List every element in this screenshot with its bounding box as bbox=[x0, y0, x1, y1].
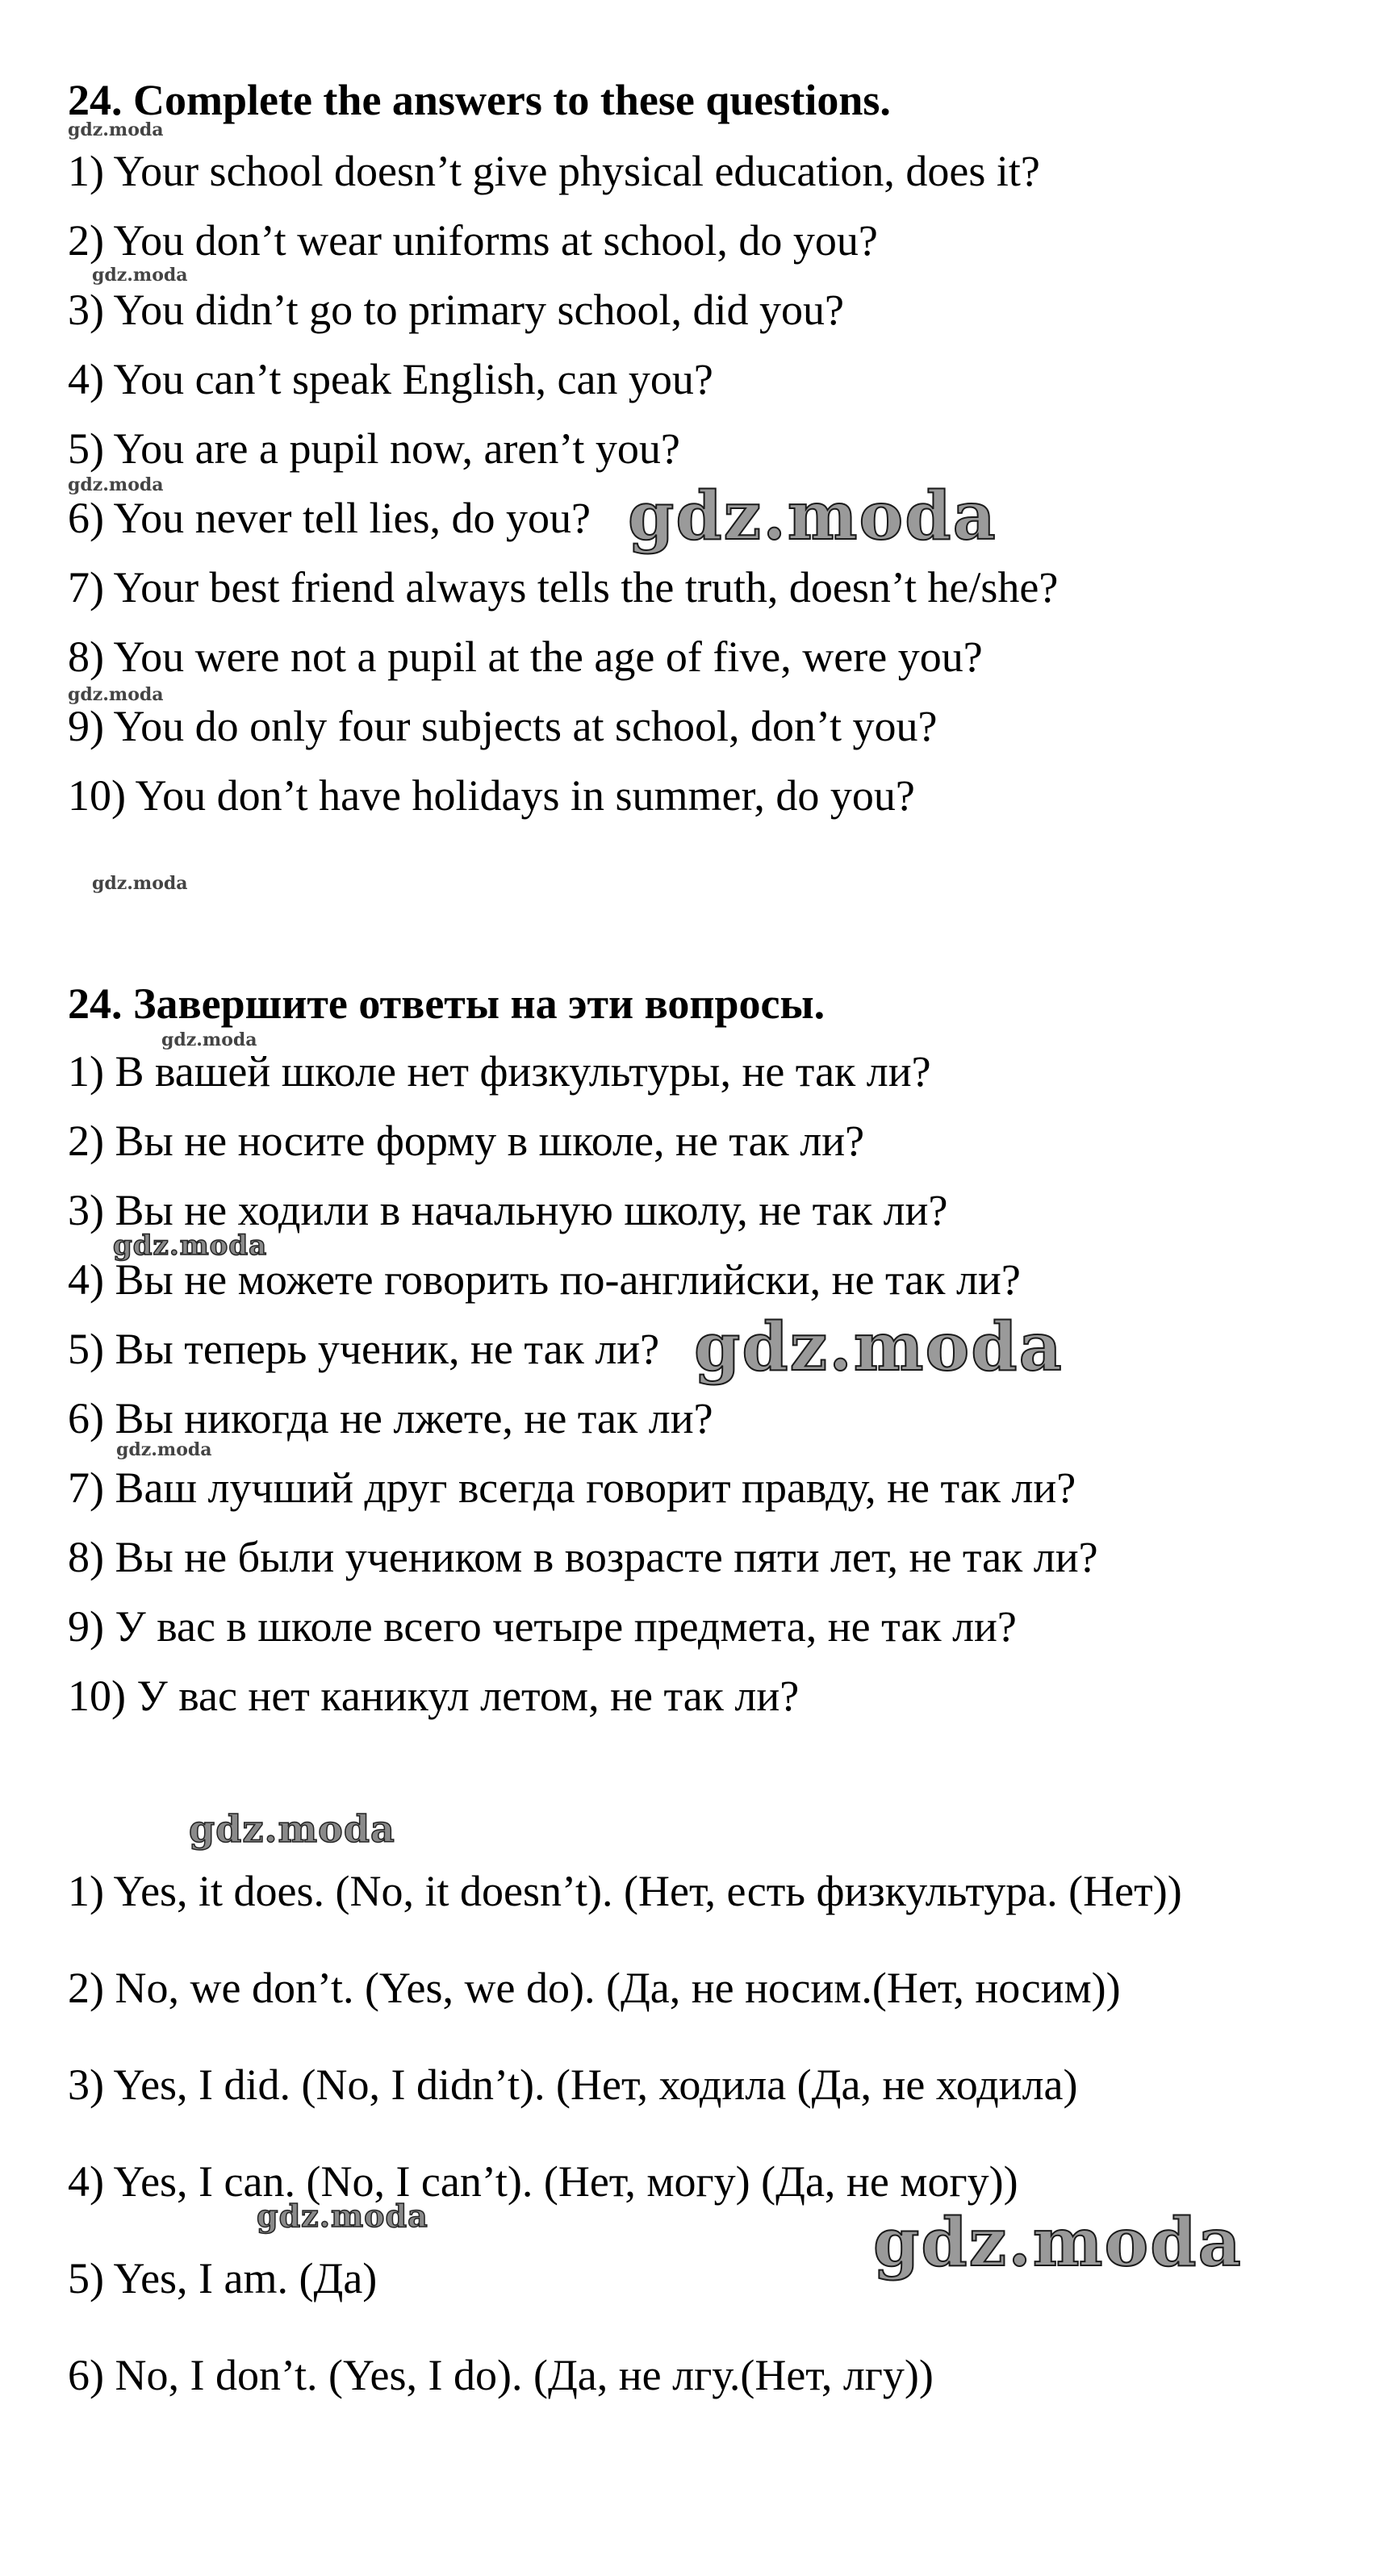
english-question-8: 8) You were not a pupil at the age of five, were you? bbox=[68, 633, 983, 681]
watermark-mid-1: gdz.moda bbox=[113, 1230, 268, 1262]
watermark-small-5: gdz.moda bbox=[92, 873, 188, 894]
russian-question-1: 1) В вашей школе нет физкультуры, не так ли? bbox=[68, 1047, 931, 1096]
answer-5: 5) Yes, I am. (Да) bbox=[68, 2254, 378, 2303]
russian-question-9: 9) У вас в школе всего четыре предмета, не так ли? bbox=[68, 1602, 1017, 1651]
russian-question-3: 3) Вы не ходили в начальную школу, не так ли? bbox=[68, 1186, 948, 1234]
english-question-5: 5) You are a pupil now, aren’t you? bbox=[68, 424, 680, 473]
english-question-2: 2) You don’t wear uniforms at school, do you? bbox=[68, 216, 878, 265]
russian-question-4: 4) Вы не можете говорить по-английски, не так ли? bbox=[68, 1255, 1021, 1304]
english-question-10: 10) You don’t have holidays in summer, do you? bbox=[68, 771, 915, 820]
watermark-small-7: gdz.moda bbox=[116, 1439, 212, 1460]
answer-4: 4) Yes, I can. (No, I can’t). (Нет, могу) (Да, не могу)) bbox=[68, 2157, 1018, 2206]
watermark-big-1: gdz.moda bbox=[628, 478, 997, 555]
english-question-4: 4) You can’t speak English, can you? bbox=[68, 355, 713, 403]
watermark-small-6: gdz.moda bbox=[161, 1029, 257, 1050]
watermark-small-2: gdz.moda bbox=[92, 265, 188, 286]
watermark-big-3: gdz.moda bbox=[873, 2204, 1243, 2282]
russian-question-7: 7) Ваш лучший друг всегда говорит правду, не так ли? bbox=[68, 1463, 1076, 1512]
watermark-small-1: gdz.moda bbox=[68, 119, 164, 140]
watermark-mid-3: gdz.moda bbox=[257, 2198, 428, 2234]
answer-6: 6) No, I don’t. (Yes, I do). (Да, не лгу.(Нет, лгу)) bbox=[68, 2351, 934, 2399]
russian-question-5: 5) Вы теперь ученик, не так ли? bbox=[68, 1325, 660, 1373]
russian-question-2: 2) Вы не носите форму в школе, не так ли? bbox=[68, 1117, 865, 1165]
russian-heading: 24. Завершите ответы на эти вопросы. bbox=[68, 979, 825, 1028]
english-question-7: 7) Your best friend always tells the truth, doesn’t he/she? bbox=[68, 563, 1059, 612]
watermark-small-4: gdz.moda bbox=[68, 684, 164, 705]
watermark-big-2: gdz.moda bbox=[694, 1309, 1064, 1386]
english-question-3: 3) You didn’t go to primary school, did you? bbox=[68, 286, 844, 334]
english-heading: 24. Complete the answers to these questions. bbox=[68, 76, 891, 124]
answer-3: 3) Yes, I did. (No, I didn’t). (Нет, ходила (Да, не ходила) bbox=[68, 2060, 1078, 2109]
english-question-9: 9) You do only four subjects at school, don’t you? bbox=[68, 702, 938, 750]
russian-question-6: 6) Вы никогда не лжете, не так ли? bbox=[68, 1394, 713, 1442]
answer-2: 2) No, we don’t. (Yes, we do). (Да, не носим.(Нет, носим)) bbox=[68, 1964, 1121, 2012]
english-question-1: 1) Your school doesn’t give physical education, does it? bbox=[68, 147, 1040, 195]
russian-question-8: 8) Вы не были учеником в возрасте пяти лет, не так ли? bbox=[68, 1533, 1098, 1581]
english-question-6: 6) You never tell lies, do you? bbox=[68, 494, 591, 542]
answer-1: 1) Yes, it does. (No, it doesn’t). (Нет, есть физкультура. (Нет)) bbox=[68, 1867, 1182, 1915]
watermark-small-3: gdz.moda bbox=[68, 474, 164, 495]
watermark-mid-2: gdz.moda bbox=[189, 1807, 395, 1851]
russian-question-10: 10) У вас нет каникул летом, не так ли? bbox=[68, 1672, 800, 1720]
